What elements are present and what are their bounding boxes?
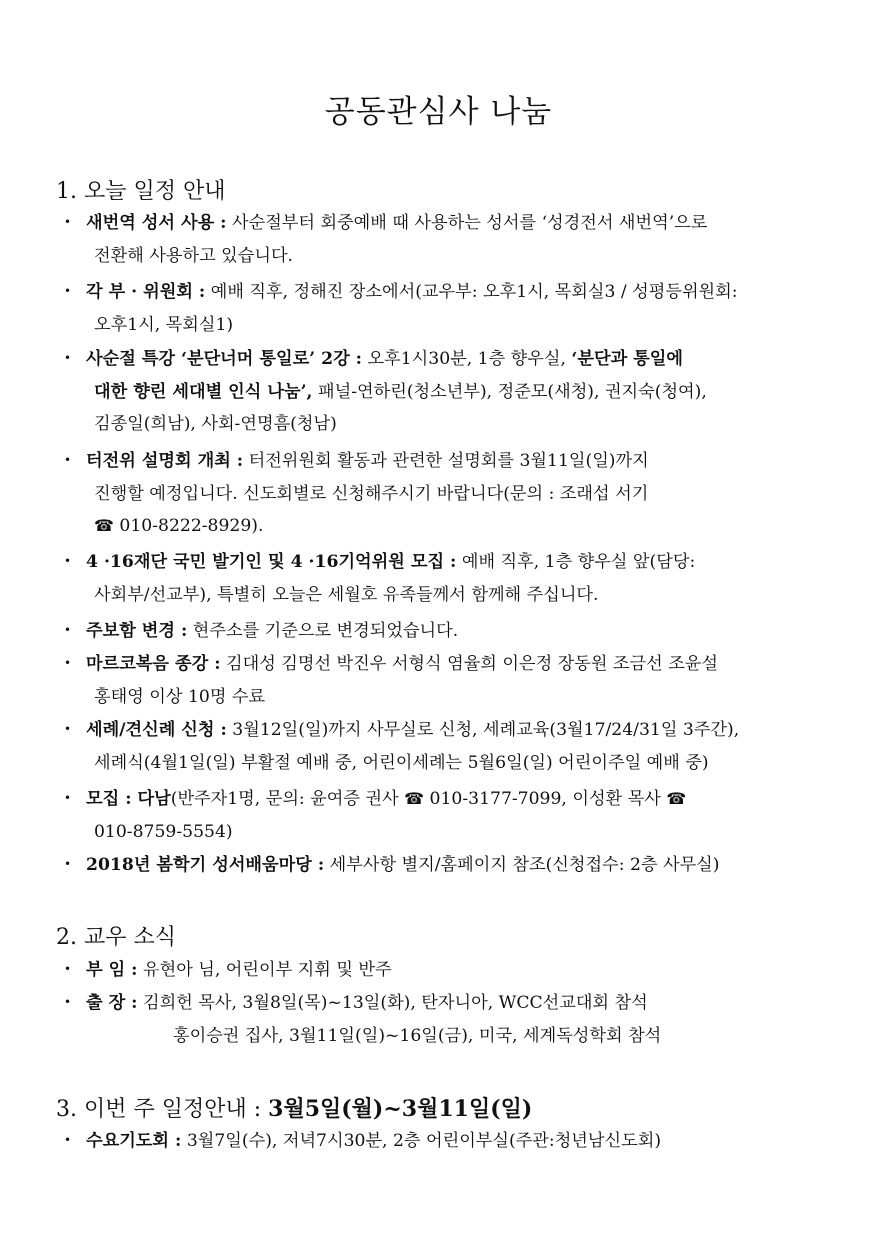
item-text-cont: 김종일(희남), 사회-연명흠(청남) [94, 413, 337, 434]
list-item-bulletin-box [64, 615, 804, 648]
bullet: • [64, 721, 72, 736]
item-label: 터전위 설명회 개최 : [86, 451, 244, 471]
bullet: • [64, 790, 72, 805]
list-item-appointment [64, 954, 804, 987]
item-text-cont: 세례식(4월1일(일) 부활절 예배 중, 어린이세례는 5월6일(일) 어린이주일 예배 중) [94, 752, 709, 773]
item-text-cont: 전환해 사용하고 있습니다. [94, 245, 294, 266]
heading-date-range: 3월5일(월)~3월11일(일) [268, 1096, 533, 1122]
item-text: 터전위원회 활동과 관련한 설명회를 3월11일(일)까지 [243, 451, 649, 471]
item-label: 수요기도회 : [86, 1131, 182, 1151]
list-item-recruit [64, 783, 804, 848]
item-label: 주보함 변경 : [86, 621, 188, 641]
item-label: 각 부 · 위원회 : [86, 282, 206, 302]
list-item-wednesday-prayer [64, 1125, 804, 1158]
list-item-new-translation [64, 207, 804, 272]
bullet: • [64, 994, 72, 1009]
bullet: • [64, 622, 72, 637]
item-text: 유현아 님, 어린이부 지휘 및 반주 [137, 960, 392, 980]
phone-icon: ☎ [666, 789, 687, 808]
item-text: 패널-연하린(청소년부), 정준모(새청), 권지숙(청여), [312, 381, 707, 402]
item-label: 4 ·16재단 국민 발기인 및 4 ·16기억위원 모집 : [86, 552, 457, 572]
item-text: 010-3177-7099, 이성환 목사 [424, 789, 667, 809]
item-text: 010-8222-8929). [113, 515, 264, 536]
item-text-cont: 오후1시, 목회실1) [94, 314, 234, 335]
bullet: • [64, 350, 72, 365]
bullet: • [64, 214, 72, 229]
item-label: 새번역 성서 사용 : [86, 213, 227, 233]
list-item-sewol-foundation [64, 546, 804, 611]
item-label: 부 임 : [86, 960, 138, 980]
item-text: (반주자1명, 문의: 윤여증 권사 [170, 789, 405, 809]
phone-icon: ☎ [94, 515, 114, 535]
item-text-cont: 010-8759-5554) [94, 821, 233, 842]
bullet: • [64, 553, 72, 568]
item-text: 3월12일(일)까지 사무실로 신청, 세례교육(3월17/24/31일 3주간), [226, 720, 740, 740]
item-label: 출 장 : [86, 993, 138, 1013]
heading-text: 3. 이번 주 일정안내 : [56, 1097, 269, 1122]
item-text: 사순절부터 회중예배 때 사용하는 성서를 ‘성경전서 새번역’으로 [226, 213, 708, 233]
item-label: 2018년 봄학기 성서배움마당 : [86, 855, 325, 875]
item-text: 예배 직후, 1층 향우실 앞(담당: [456, 552, 696, 572]
item-label: 사순절 특강 ‘분단너머 통일로’ 2강 : [86, 349, 363, 369]
item-text: 김대성 김명선 박진우 서형식 염율희 이은정 장동원 조금선 조윤설 [220, 654, 719, 674]
list-item-baptism [64, 714, 804, 779]
list-item-mark-gospel [64, 648, 804, 713]
bullet: • [64, 655, 72, 670]
item-bold-text: ‘분단과 통일에 [571, 349, 683, 369]
list-item-business-trip [64, 987, 804, 1052]
item-text-cont: 진행할 예정입니다. 신도회별로 신청해주시기 바랍니다(문의 : 조래섭 서기 [94, 483, 649, 504]
item-text: 세부사항 별지/홈페이지 참조(신청접수: 2층 사무실) [324, 855, 720, 875]
item-label: 모집 : 다남 [86, 789, 171, 809]
phone-icon: ☎ [404, 789, 425, 808]
item-label: 마르코복음 종강 : [86, 654, 221, 674]
bullet: • [64, 1132, 72, 1147]
item-text-cont: 홍이승권 집사, 3월11일(일)~16일(금), 미국, 세계독성학회 참석 [173, 1025, 662, 1046]
bullet: • [64, 283, 72, 298]
bullet: • [64, 856, 72, 871]
list-item-committees [64, 276, 804, 341]
bullet: • [64, 961, 72, 976]
bullet: • [64, 452, 72, 467]
item-text-cont: 홍태영 이상 10명 수료 [94, 686, 266, 707]
item-text: 오후1시30분, 1층 향우실, [362, 349, 572, 369]
item-text-cont: 사회부/선교부), 특별히 오늘은 세월호 유족들께서 함께해 주십니다. [94, 584, 599, 605]
page-title: 공동관심사 나눔 [324, 94, 553, 130]
item-label: 세례/견신례 신청 : [86, 720, 227, 740]
item-bold-text: 대한 향린 세대별 인식 나눔’, [94, 381, 313, 402]
section-heading-today: 1. 오늘 일정 안내 [56, 179, 226, 204]
section-heading-weekly-schedule [56, 1092, 532, 1123]
list-item-briefing [64, 445, 804, 542]
list-item-lent-lecture [64, 343, 804, 440]
item-text: 현주소를 기준으로 변경되었습니다. [187, 621, 459, 641]
item-text: 예배 직후, 정해진 장소에서(교우부: 오후1시, 목회실3 / 성평등위원회: [205, 282, 738, 302]
item-text: 김희헌 목사, 3월8일(목)~13일(화), 탄자니아, WCC선교대회 참석 [137, 993, 648, 1013]
list-item-spring-bible-school [64, 849, 804, 882]
section-heading-member-news: 2. 교우 소식 [56, 925, 176, 950]
item-text: 3월7일(수), 저녁7시30분, 2층 어린이부실(주관:청년남신도회) [181, 1131, 662, 1151]
